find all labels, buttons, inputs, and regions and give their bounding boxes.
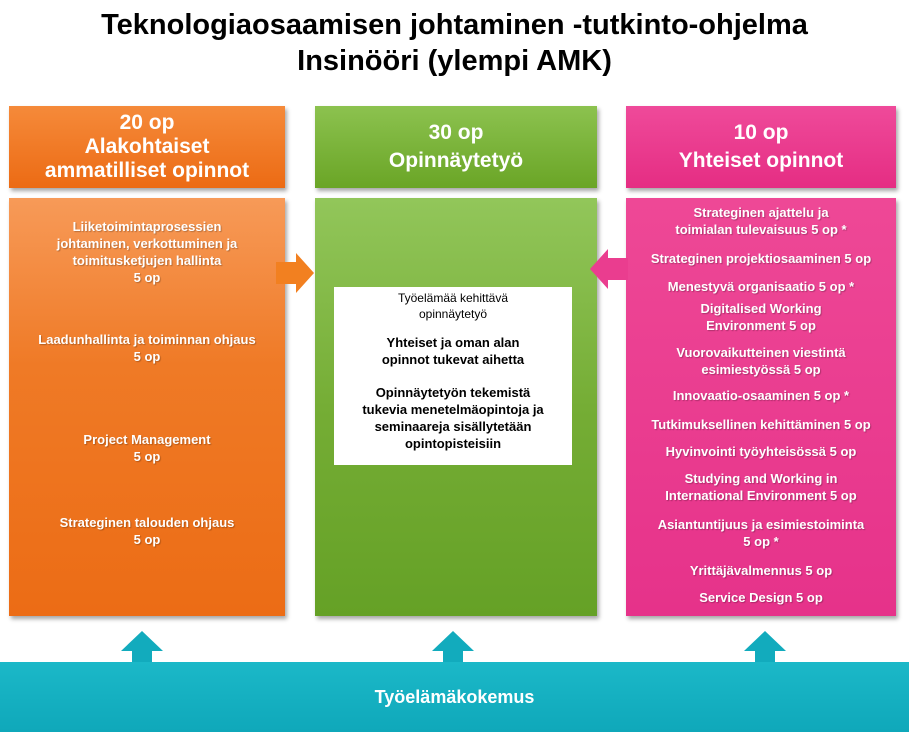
right-name: Yhteiset opinnot [678,149,844,172]
left-name-line1: Alakohtaiset [84,135,210,158]
arrow-up-icon [120,630,164,664]
thesis-box-para2: Opinnäytetyön tekemistä tukevia menetelmäopintoja ja seminaareja sisällytetään opintopisteisiin [362,385,544,451]
middle-column-header [315,106,597,188]
arrow-up-icon [743,630,787,664]
diagram-title-line1: Teknologiaosaamisen johtaminen -tutkinto-ohjelma [101,9,808,41]
right-credits: 10 op [733,121,789,144]
right-course-item: Vuorovaikutteinen viestintä esimiestyössä 5 op [676,345,846,377]
right-course-item: Asiantuntijuus ja esimiestoiminta 5 op * [657,517,865,549]
left-column-body [9,198,285,616]
right-course-item: Menestyvä organisaatio 5 op * [667,279,855,294]
thesis-info-box [334,287,572,465]
arrow-left-icon [588,248,630,290]
left-course-item: Strateginen talouden ohjaus 5 op [59,515,235,547]
middle-credits: 30 op [428,121,484,144]
left-name-line2: ammatilliset opinnot [44,159,250,182]
right-course-item: Hyvinvointi työyhteisössä 5 op [665,444,857,459]
right-course-item: Innovaatio-osaaminen 5 op * [672,388,850,403]
left-credits: 20 op [119,111,175,134]
right-course-item: Strateginen projektiosaaminen 5 op [650,251,872,266]
right-course-item: Studying and Working in International Environment 5 op [665,471,857,503]
right-column-header [626,106,896,188]
left-course-item: Project Management 5 op [83,432,211,464]
arrow-up-icon [431,630,475,664]
arrow-right-icon [274,252,316,294]
right-course-item: Strateginen ajattelu ja toimialan tulevaisuus 5 op * [675,205,847,237]
right-course-item: Tutkimuksellinen kehittäminen 5 op [651,417,871,432]
right-course-item: Service Design 5 op [699,590,823,605]
thesis-box-line1: Työelämää kehittävä [397,291,509,305]
thesis-box-para1: Yhteiset ja oman alan opinnot tukevat aihetta [381,335,525,367]
left-course-item: Laadunhallinta ja toiminnan ohjaus 5 op [38,332,256,364]
work-experience-bar [0,662,909,732]
left-column-header [9,106,285,188]
work-experience-label: Työelämäkokemus [374,686,535,707]
right-course-item: Digitalised Working Environment 5 op [700,301,822,333]
right-course-item: Yrittäjävalmennus 5 op [689,563,833,578]
right-column-body [626,198,896,616]
middle-name: Opinnäytetyö [388,149,524,172]
left-course-item: Liiketoimintaprosessien johtaminen, verkottuminen ja toimitusketjujen hallinta 5 op [56,219,238,285]
diagram-title-line2: Insinööri (ylempi AMK) [297,45,612,77]
thesis-box-line2: opinnäytetyö [418,307,488,321]
